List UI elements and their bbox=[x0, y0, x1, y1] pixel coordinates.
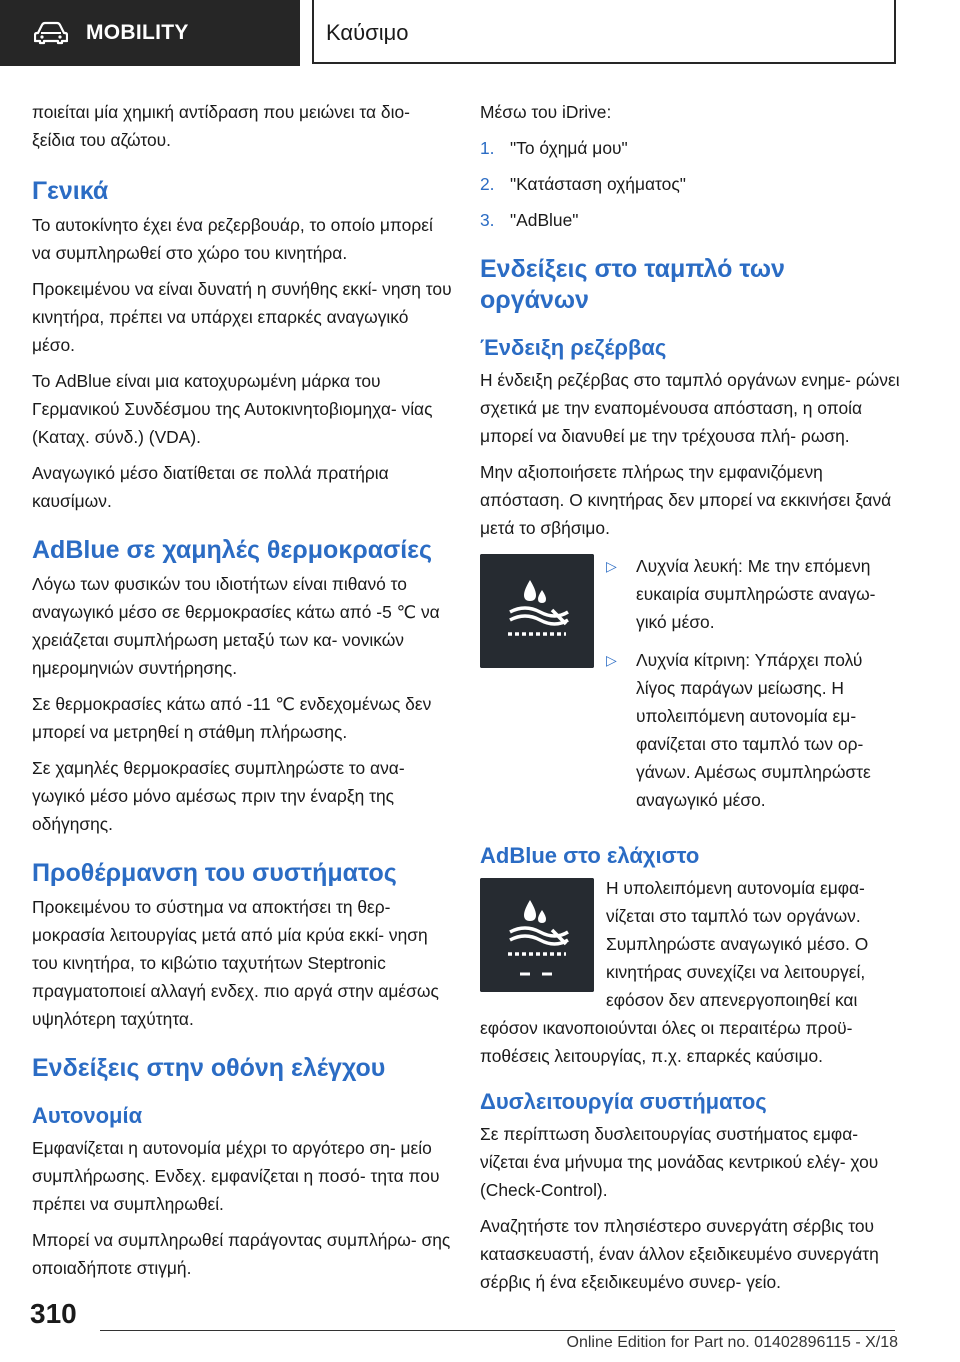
malfunction-p2: Αναζητήστε τον πλησιέστερο συνεργάτη σέρβις του κατασκευαστή, έναν άλλον εξειδικευμένο συνεργάτη σέρβις ή ένα εξειδικευμένο συνερ- γείο. bbox=[480, 1216, 879, 1292]
step-text: "Το όχημά μου" bbox=[510, 138, 628, 158]
preheat-heading: Προθέρμανση του συστήματος bbox=[32, 859, 397, 887]
chapter-tab bbox=[0, 0, 300, 66]
left-column bbox=[32, 98, 452, 1290]
page-number: 310 bbox=[30, 1298, 77, 1329]
reserve-subheading: Ένδειξη ρεζέρβας bbox=[480, 335, 667, 360]
low-temp-heading: AdBlue σε χαμηλές θερμοκρασίες bbox=[32, 536, 433, 564]
adblue-minimum-icon bbox=[480, 878, 594, 992]
step-number: 2. bbox=[480, 174, 495, 194]
step-text: "AdBlue" bbox=[510, 210, 579, 230]
edition-text: Online Edition for Part no. 01402896115 - X/18 bbox=[566, 1334, 898, 1351]
malfunction-p1: Σε περίπτωση δυσλειτουργίας συστήματος εμφα- νίζεται ένα μήνυμα της μονάδας κεντρικού ελέγ- χου (Check-Control). bbox=[480, 1124, 879, 1200]
bullet-text: Λυχνία κίτρινη: Υπάρχει πολύ λίγος παράγων μείωσης. Η υπολειπόμενη αυτονομία εμ- φανίζεται στο ταμπλό των ορ- γάνων. Αμέσως συμπληρώστε αναγωγικό μέσο. bbox=[636, 650, 871, 810]
cluster-heading: Ενδείξεις στο ταμπλό των οργάνων bbox=[480, 255, 785, 314]
general-p3: Το AdBlue είναι μια κατοχυρωμένη μάρκα του Γερμανικού Συνδέσμου της Αυτοκινητοβιομηχα- νίας (Καταχ. σύνδ.) (VDA). bbox=[32, 371, 433, 447]
general-heading: Γενικά bbox=[32, 177, 109, 205]
list-item bbox=[480, 134, 900, 162]
reserve-lamp-list bbox=[606, 552, 900, 824]
display-p2: Μπορεί να συμπληρωθεί παράγοντας συμπλήρω- σης οποιαδήποτε στιγμή. bbox=[32, 1230, 451, 1278]
page-footer bbox=[0, 1290, 960, 1362]
range-subheading: Αυτονομία bbox=[32, 1103, 143, 1128]
car-icon bbox=[34, 21, 68, 45]
adblue-warning-icon bbox=[480, 554, 594, 668]
malfunction-subheading: Δυσλειτουργία συστήματος bbox=[480, 1089, 767, 1114]
idrive-steps bbox=[480, 134, 900, 234]
section-title-box bbox=[312, 0, 896, 64]
general-p1: Το αυτοκίνητο έχει ένα ρεζερβουάρ, το οποίο μπορεί να συμπληρωθεί στο χώρο του κινητήρα. bbox=[32, 215, 433, 263]
low-temp-p3: Σε χαμηλές θερμοκρασίες συμπληρώστε το ανα- γωγικό μέσο μόνο αμέσως πριν την έναρξη της οδήγησης. bbox=[32, 758, 405, 834]
preheat-p1: Προκειμένου το σύστημα να αποκτήσει τη θερ- μοκρασία λειτουργίας μετά από μία κρύα εκκί- νηση του κινητήρα, το κιβώτιο ταχυτήτων Steptronic πραγματοποιεί αλλαγή ενδεχ. πιο αργά στην αμέσως υψηλότερη ταχύτητα. bbox=[32, 897, 439, 1029]
idrive-intro: Μέσω του iDrive: bbox=[480, 102, 612, 122]
step-number: 1. bbox=[480, 138, 495, 158]
general-p2: Προκειμένου να είναι δυνατή η συνήθης εκκί- νηση του κινητήρα, πρέπει να υπάρχει επαρκές αναγωγικό μέσο. bbox=[32, 279, 452, 355]
cluster-p1: Η ένδειξη ρεζέρβας στο ταμπλό οργάνων ενημε- ρώνει σχετικά με την εναπομένουσα απόσταση, η οποία μπορεί να διανυθεί με την τρέχουσα πλή- ρωση. bbox=[480, 370, 900, 446]
step-text: "Κατάσταση οχήματος" bbox=[510, 174, 686, 194]
section-title: Καύσιμο bbox=[326, 20, 409, 45]
footer-divider bbox=[100, 1330, 895, 1331]
display-p1: Εμφανίζεται η αυτονομία μέχρι το αργότερο ση- μείο συμπλήρωσης. Ενδεχ. εμφανίζεται η ποσό- τητα που πρέπει να συμπληρωθεί. bbox=[32, 1138, 440, 1214]
page-header bbox=[0, 0, 960, 70]
list-item bbox=[606, 646, 900, 814]
minimum-subheading: AdBlue στο ελάχιστο bbox=[480, 843, 700, 868]
intro-text: ποιείται μία χημική αντίδραση που μειώνει τα διο- ξείδια του αζώτου. bbox=[32, 102, 410, 150]
general-p4: Αναγωγικό μέσο διατίθεται σε πολλά πρατήρια καυσίμων. bbox=[32, 463, 389, 511]
cluster-p2: Μην αξιοποιήσετε πλήρως την εμφανιζόμενη απόσταση. Ο κινητήρας δεν μπορεί να εκκινήσει ξανά μετά το σβήσιμο. bbox=[480, 462, 892, 538]
list-item bbox=[480, 206, 900, 234]
chapter-tab-label: MOBILITY bbox=[86, 21, 189, 44]
step-number: 3. bbox=[480, 210, 495, 230]
low-temp-p1: Λόγω των φυσικών του ιδιοτήτων είναι πιθανό το αναγωγικό μέσο σε θερμοκρασίες κάτω από -5 ℃ να χρειάζεται συμπλήρωση μεταξύ των κα- νονικών ημερομηνιών συντήρησης. bbox=[32, 574, 440, 678]
reserve-lamp-block bbox=[480, 552, 900, 824]
bullet-text: Λυχνία λευκή: Με την επόμενη ευκαιρία συμπληρώστε αναγω- γικό μέσο. bbox=[636, 556, 876, 632]
right-column bbox=[480, 98, 900, 1304]
display-heading: Ενδείξεις στην οθόνη ελέγχου bbox=[32, 1054, 386, 1082]
list-item bbox=[480, 170, 900, 198]
minimum-block bbox=[480, 874, 900, 1070]
minimum-p1: Η υπολειπόμενη αυτονομία εμφα- νίζεται στο ταμπλό των οργάνων. Συμπληρώστε αναγωγικό μέσο. Ο κινητήρας συνεχίζει να λειτουργεί, εφόσον δεν απενεργοποιηθεί και εφόσον ικανοποιούνται όλες οι περαιτέρω προϋ- ποθέσεις λειτουργίας, π.χ. επαρκές καύσιμο. bbox=[480, 878, 869, 1066]
triangle-bullet-icon: ▷ bbox=[606, 652, 617, 668]
low-temp-p2: Σε θερμοκρασίες κάτω από -11 ℃ ενδεχομένως δεν μπορεί να μετρηθεί η στάθμη πλήρωσης. bbox=[32, 694, 432, 742]
list-item bbox=[606, 552, 900, 636]
triangle-bullet-icon: ▷ bbox=[606, 558, 617, 574]
